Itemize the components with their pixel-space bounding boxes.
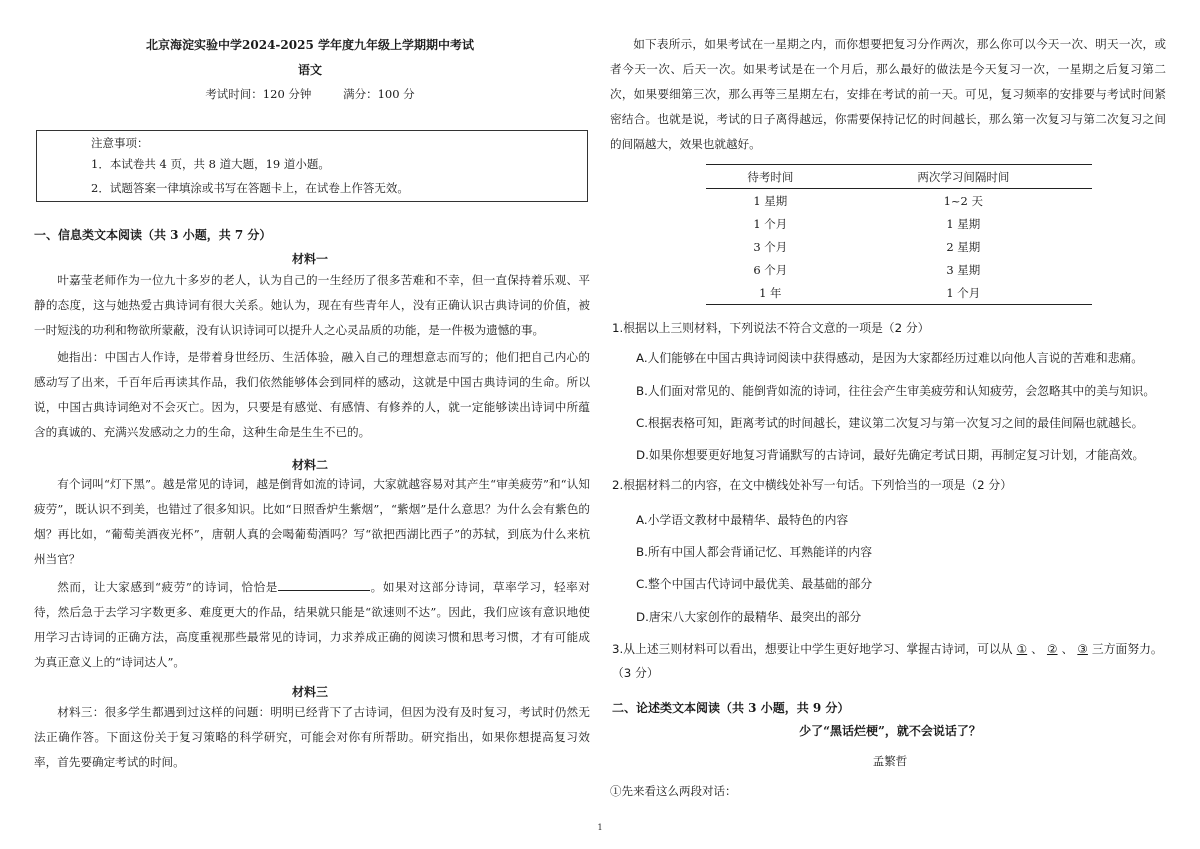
question-option: A.小学语文教材中最精华、最特色的内容 [636, 513, 849, 527]
table-header: 待考时间 [747, 169, 794, 184]
exam-time-info [30, 86, 590, 102]
paragraph-text: 然而，让大家感到“疲劳”的诗词，恰恰是 [57, 580, 279, 594]
table-cell: 6 个月 [753, 262, 788, 277]
review-interval-table [706, 164, 1092, 305]
question-text: 三方面努力。（3 分） [612, 642, 1163, 680]
question-stem: 2.根据材料二的内容，在文中横线处补写一句话。下列恰当的一项是（2 分） [612, 478, 1013, 492]
table-row [706, 281, 1092, 305]
table [706, 164, 1092, 305]
table-header: 两次学习间隔时间 [917, 169, 1010, 184]
exam-title: 北京海淀实验中学2024-2025 学年度九年级上学期期中考试 [146, 38, 474, 52]
table-row [706, 189, 1092, 213]
table-row [706, 212, 1092, 235]
fill-blank [278, 578, 370, 591]
article-title: 少了“黑话烂梗”，就不会说话了？ [799, 724, 981, 738]
table-row [706, 235, 1092, 258]
time-label: 考试时间：120 分钟 [205, 87, 312, 101]
question-option: B.人们面对常见的、能倒背如流的诗词，往往会产生审美疲劳和认知疲劳，会忽略其中的美与知识。 [636, 384, 1156, 398]
table-cell: 1~2 天 [943, 193, 984, 208]
score-label: 满分：100 分 [343, 87, 415, 101]
question-option: D.如果你想要更好地复习背诵默写的古诗词，最好先确定考试日期，再制定复习计划，才能高效。 [636, 448, 1145, 462]
question-option: D.唐宋八大家创作的最精华、最突出的部分 [636, 610, 862, 624]
article-author: 孟繁哲 [872, 754, 908, 768]
table-cell: 1 星期 [753, 193, 788, 208]
material-title: 材料二 [291, 458, 328, 472]
answer-blank: ③ [1077, 642, 1088, 656]
question-option: C.根据表格可知，距离考试的时间越长，建议第二次复习与第一次复习之间的最佳间隔也就越长。 [636, 416, 1144, 430]
paragraph [34, 575, 590, 675]
question-text: 3.从上述三则材料可以看出，想要让中学生更好地学习、掌握古诗词，可以从 [612, 642, 1013, 656]
table-cell: 1 星期 [946, 216, 981, 231]
answer-blank: ② [1046, 642, 1058, 656]
table-cell: 3 个月 [753, 239, 788, 254]
question-stem: 1.根据以上三则材料，下列说法不符合文意的一项是（2 分） [612, 321, 930, 335]
table-row [706, 258, 1092, 281]
notice-item: 2．试题答案一律填涂或书写在答题卡上，在试卷上作答无效。 [91, 181, 409, 195]
table-cell: 2 星期 [946, 239, 981, 254]
paragraph-text: 。如果对这部分诗词，草率学习，轻率对待，然后急于去学习字数更多、难度更大的作品，结果就只能是“欲速则不达”。因此，我们应该有意识地使用学习古诗词的正确方法，高度重视那些最常见的诗词，力求养成正确的阅读习惯和思考习惯，才有可能成为真正意义上的“诗词达人”。 [34, 580, 590, 669]
table-cell: 1 年 [759, 285, 782, 300]
paragraph: 如下表所示，如果考试在一星期之内，而你想要把复习分作两次，那么你可以今天一次、明天一次，或者今天一次、后天一次。如果考试是在一个月后，那么最好的做法是今天复习一次，一星期之后复习第二次，如果要细第三次，那么再等三星期左右，安排在考试的前一天。可见，复习频率的安排要与考试时间紧密结合。也就是说，考试的日子离得越远，你需要保持记忆的时间越长，那么第一次复习与第二次复习之间的间隔越大，效果也就越好。 [610, 37, 1166, 151]
section-heading: 二、论述类文本阅读（共 3 小题，共 9 分） [612, 701, 850, 715]
section-heading: 一、信息类文本阅读（共 3 小题，共 7 分） [34, 228, 272, 242]
question-stem: 3.从上述三则材料可以看出，想要让中学生更好地学习、掌握古诗词，可以从 ① 、 ② 、 ③ 三方面努力。（3 分） [612, 642, 1163, 680]
question-option: A.人们能够在中国古典诗词阅读中获得感动，是因为大家都经历过难以向他人言说的苦难和悲痛。 [636, 351, 1144, 365]
paragraph: 叶嘉莹老师作为一位九十多岁的老人，认为自己的一生经历了很多苦难和不幸，但一直保持着乐观、平静的态度，这与她热爱古典诗词有很大关系。她认为，现在有些青年人，没有正确认识古典诗词的价值，被一时短浅的功利和物欲所蒙蔽，没有认识诗词可以提升人之心灵品质的功能，是一件极为遗憾的事。 [34, 273, 590, 337]
answer-blank: ① [1016, 642, 1028, 656]
notice-box [36, 130, 588, 202]
material-title: 材料三 [291, 685, 328, 699]
table-cell: 1 个月 [946, 285, 981, 300]
question-option: B.所有中国人都会背诵记忆、耳熟能详的内容 [636, 545, 872, 559]
table-cell: 1 个月 [753, 216, 788, 231]
page-number: 1 [597, 823, 603, 832]
paragraph: ①先来看这么两段对话： [610, 784, 737, 798]
exam-subject: 语文 [297, 63, 322, 77]
table-cell: 3 星期 [946, 262, 981, 277]
paragraph: 她指出：中国古人作诗，是带着身世经历、生活体验，融入自己的理想意志而写的；他们把自己内心的感动写了出来，千百年后再读其作品，我们依然能够体会到同样的感动，这就是中国古典诗词的生命。所以说，中国古典诗词绝对不会灭亡。因为，只要是有感觉、有感情、有修养的人，就一定能够读出诗词中所蕴含的真诚的、充满兴发感动之力的生命，这种生命是生生不已的。 [34, 350, 590, 439]
notice-item: 1．本试卷共 4 页，共 8 道大题，19 道小题。 [91, 157, 330, 171]
notice-title: 注意事项： [91, 136, 149, 150]
paragraph: 有个词叫“灯下黑”。越是常见的诗词，越是倒背如流的诗词，大家就越容易对其产生“审美疲劳”和“认知疲劳”，既认识不到美，也错过了很多知识。比如“日照香炉生紫烟”，“紫烟”是什么意思？为什么会有紫色的烟？再比如，“葡萄美酒夜光杯”，唐朝人真的会喝葡萄酒吗？写“欲把西湖比西子”的苏轼，到底为什么来杭州当官？ [34, 477, 590, 566]
table-header-row [706, 165, 1092, 189]
question-option: C.整个中国古代诗词中最优美、最基础的部分 [636, 577, 873, 591]
material-title: 材料一 [291, 252, 328, 266]
paragraph: 材料三：很多学生都遇到过这样的问题：明明已经背下了古诗词，但因为没有及时复习，考试时仍然无法正确作答。下面这份关于复习策略的科学研究，可能会对你有所帮助。研究指出，如果你想提高复习效率，首先要确定考试的时间。 [34, 705, 590, 769]
